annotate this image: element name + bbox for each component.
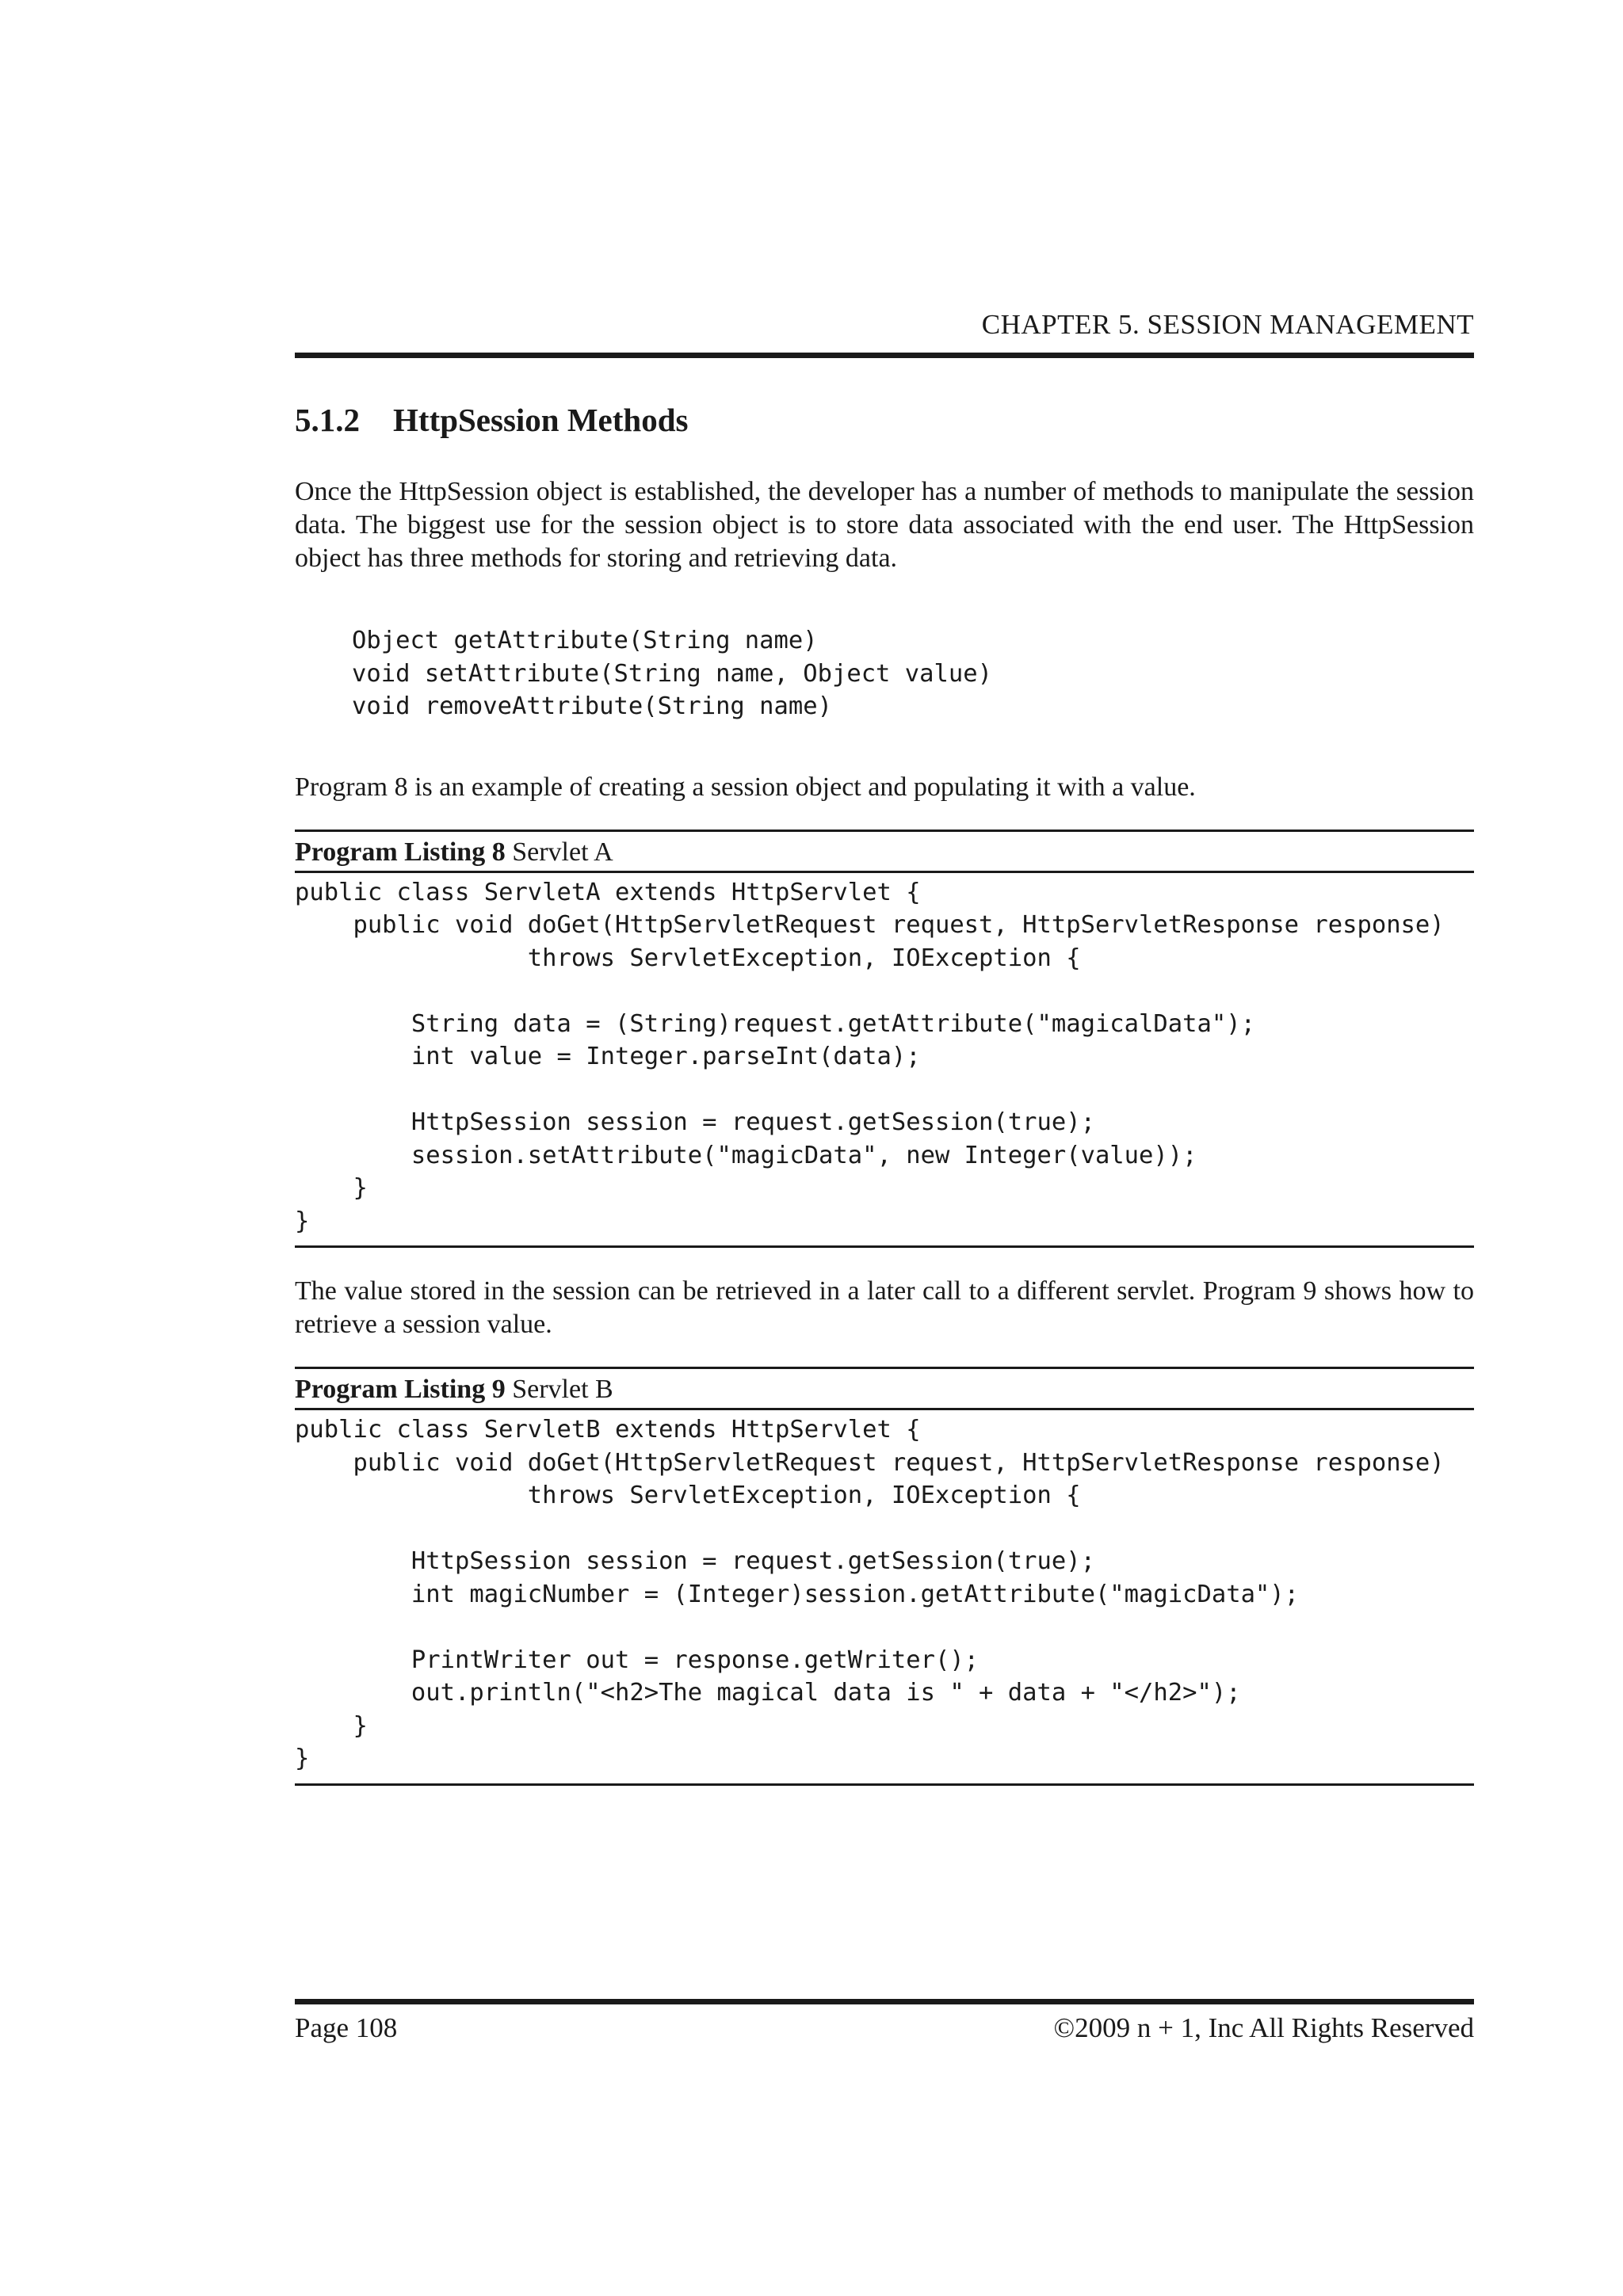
listing-code: public class ServletB extends HttpServlet { public void doGet(HttpServletRequest request, HttpServletResponse response) throws ServletException, IOException { HttpSession session = request.getSession(true); int magicNumber = (Integer)session.getAttribute("magicData"); PrintWriter out = response.getWriter(); out.println("<h2>The magical data is " + data + "</h2>"); } }: [295, 1416, 1445, 1772]
page-number: Page 108: [295, 2012, 398, 2043]
listing-title: Servlet A: [512, 837, 613, 867]
footer-rule: [295, 1999, 1474, 2004]
copyright-notice: ©2009 n + 1, Inc All Rights Reserved: [1053, 2012, 1474, 2043]
header-rule: [295, 353, 1474, 358]
method-signatures: Object getAttribute(String name) void setAttribute(String name, Object value) void removeAttribute(String name): [352, 627, 992, 720]
section-heading: [295, 399, 1474, 441]
listing-caption-rule: [295, 1408, 1474, 1410]
listing-caption: [295, 1369, 1474, 1408]
listing-bottom-rule: [295, 1245, 1474, 1248]
listing-label: Program Listing 9: [295, 1375, 506, 1404]
listing-caption-rule: [295, 871, 1474, 873]
section-number: 5.1.2: [295, 402, 360, 438]
listing-title: Servlet B: [512, 1375, 613, 1404]
program-listing-9: [295, 1367, 1474, 1786]
listing-label: Program Listing 8: [295, 837, 506, 867]
listing-code: public class ServletA extends HttpServlet { public void doGet(HttpServletRequest request, HttpServletResponse response) throws ServletException, IOException { String data = (String)request.getAttribute("magicalData"); int value = Integer.parseInt(data); HttpSession session = request.getSession(true); session.setAttribute("magicData", new Integer(value)); } }: [295, 878, 1445, 1235]
program9-intro-paragraph: The value stored in the session can be retrieved in a later call to a different servlet. Program 9 shows how to retrieve a session value.: [295, 1276, 1474, 1339]
running-head: CHAPTER 5. SESSION MANAGEMENT: [981, 309, 1474, 340]
listing-caption: [295, 832, 1474, 871]
page-content: [295, 301, 1474, 1786]
program8-intro-paragraph: Program 8 is an example of creating a session object and populating it with a value.: [295, 772, 1196, 802]
section-title: HttpSession Methods: [393, 402, 689, 438]
intro-paragraph: Once the HttpSession object is established, the developer has a number of methods to manipulate the session data. The biggest use for the session object is to store data associated with the end user. The HttpSession object has three methods for storing and retrieving data.: [295, 477, 1474, 573]
footer-row: [295, 2006, 1474, 2050]
page-footer: [295, 1995, 1474, 2050]
program-listing-8: [295, 830, 1474, 1249]
listing-bottom-rule: [295, 1783, 1474, 1786]
